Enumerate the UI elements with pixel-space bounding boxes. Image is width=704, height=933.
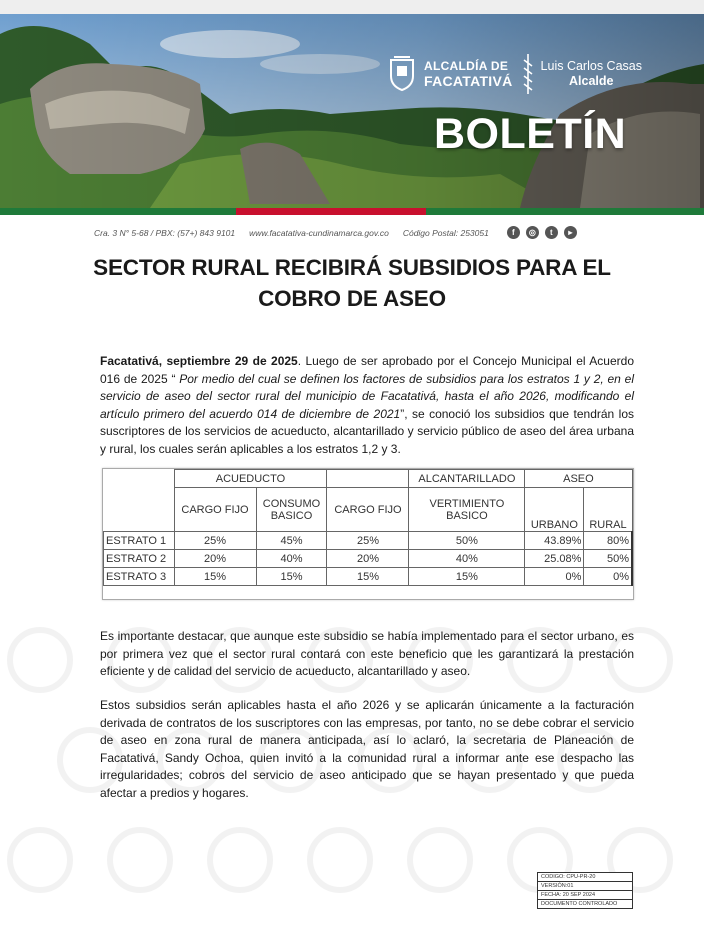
header-vertimiento [409, 488, 525, 532]
header-consumo-2: BASICO [270, 509, 313, 522]
row-label: ESTRATO 2 [104, 550, 175, 568]
twitter-icon[interactable]: t [545, 226, 558, 239]
top-strip [0, 0, 704, 14]
group-acueducto: ACUEDUCTO [174, 470, 327, 488]
dateline: Facatativá, septiembre 29 de 2025 [100, 354, 298, 368]
control-version: VERSIÓN:01 [538, 882, 632, 891]
contact-postal: Código Postal: 253051 [402, 227, 489, 238]
facebook-icon[interactable]: f [507, 226, 520, 239]
table-cell: 40% [256, 550, 327, 568]
paragraph-importance: Es importante destacar, que aunque este subsidio se había implementado para el sector urbano, es por primera vez que el sector rural contará con este beneficio que les garantizará la prestación eficiente y de calidad del servicio de acueducto, alcantarillado y aseo. [100, 629, 634, 678]
intro-quote: Por medio del cual se definen los factores de subsidios para los estratos 1 y 2, en el servicio de aseo del sector rural del municipio de Facatativá, hasta el año 2026, modificando el artículo primero del acuerdo 014 de diciembre de 2021 [100, 371, 634, 421]
article-title [60, 252, 644, 314]
table-cell: 25.08% [525, 550, 584, 568]
boletin-title: BOLETÍN [434, 110, 627, 158]
logo-line-1: ALCALDÍA DE [424, 58, 509, 73]
flag-green [0, 208, 236, 215]
municipality-logo [388, 54, 642, 94]
header-consumo-1: CONSUMO [262, 497, 321, 510]
contact-website[interactable]: www.facatativa-cundinamarca.gov.co [249, 227, 389, 238]
table-cell: 25% [327, 532, 409, 550]
table-cell: 0% [525, 568, 584, 586]
header-vert-2: BASICO [446, 509, 488, 522]
table-row [104, 550, 633, 568]
control-codigo: CODIGO: CPU-PR-20 [538, 873, 632, 882]
title-line-1: SECTOR RURAL RECIBIRÁ SUBSIDIOS PARA EL [93, 255, 611, 280]
logo-separator [523, 54, 533, 94]
mayor-title: Alcalde [569, 74, 614, 88]
table-cell: 0% [584, 568, 632, 586]
table-cell: 80% [584, 532, 632, 550]
table-cell: 15% [256, 568, 327, 586]
table-cell: 25% [174, 532, 256, 550]
header-consumo [256, 488, 327, 532]
subsidy-table [103, 469, 633, 586]
header-cargo-fijo-2: CARGO FIJO [327, 488, 409, 532]
table-cell: 15% [174, 568, 256, 586]
instagram-icon[interactable]: ◎ [526, 226, 539, 239]
paragraph-intro [100, 353, 634, 458]
row-label: ESTRATO 3 [104, 568, 175, 586]
title-line-2: COBRO DE ASEO [258, 286, 446, 311]
control-fecha: FECHA: 20 SEP 2024 [538, 891, 632, 900]
table-row [104, 568, 633, 586]
youtube-icon[interactable]: ▸ [564, 226, 577, 239]
intro-text-b: ”, se conoció los subsidios que tendrán los suscriptores de los servicios de acueducto, alcantarillado y servicio público de aseo del área urbana y rural, los cuales serán aplicables a los estratos 1,2 y 3. [100, 406, 634, 456]
document-control-box [537, 872, 633, 909]
header-rural: RURAL [584, 488, 632, 532]
header-cargo-fijo: CARGO FIJO [174, 488, 256, 532]
header-urbano: URBANO [525, 488, 584, 532]
group-aseo: ASEO [525, 470, 632, 488]
intro-text-a: . Luego de ser aprobado por el Concejo Municipal el Acuerdo 016 de 2025 “ [100, 354, 634, 386]
table-cell: 20% [174, 550, 256, 568]
coat-of-arms-icon [388, 56, 416, 92]
table-cell: 15% [409, 568, 525, 586]
table-cell: 43.89% [525, 532, 584, 550]
group-spacer [327, 470, 409, 488]
flag-green-2 [426, 208, 704, 215]
table-cell: 40% [409, 550, 525, 568]
row-label: ESTRATO 1 [104, 532, 175, 550]
control-doc: DOCUMENTO CONTROLADO [541, 901, 618, 907]
flag-stripe [0, 208, 704, 215]
table-cell: 50% [409, 532, 525, 550]
contact-bar [94, 226, 577, 239]
subsidy-table-image [102, 468, 634, 600]
table-cell: 15% [327, 568, 409, 586]
table-cell: 50% [584, 550, 632, 568]
social-icons [507, 226, 577, 239]
contact-address: Cra. 3 N° 5-68 / PBX: (57+) 843 9101 [94, 227, 236, 238]
group-alcantarillado: ALCANTARILLADO [409, 470, 525, 488]
table-row [104, 532, 633, 550]
mayor-name: Luis Carlos Casas [540, 59, 642, 73]
flag-red [236, 208, 426, 215]
paragraph-validity: Estos subsidios serán aplicables hasta el año 2026 y se aplicarán únicamente a la facturación derivada de contratos de los suscriptores con las empresas, por tanto, no se debe cobrar el servicio de aseo en zona rural de manera anticipada, así lo aclaró, la secretaria de Planeación de Facatativá, Sandy Ochoa, quien invitó a la comunidad rural a informar ante ese despacho las irregularidades; cobros del servicio de aseo anticipado que se hayan presentado y que pueda afectar a predios y hogares. [100, 698, 634, 800]
table-cell: 20% [327, 550, 409, 568]
logo-line-2: FACATATIVÁ [424, 72, 513, 89]
mayor-block [541, 59, 642, 89]
table-cell: 45% [256, 532, 327, 550]
header-vert-1: VERTIMIENTO [429, 497, 505, 510]
header-banner [0, 14, 704, 208]
